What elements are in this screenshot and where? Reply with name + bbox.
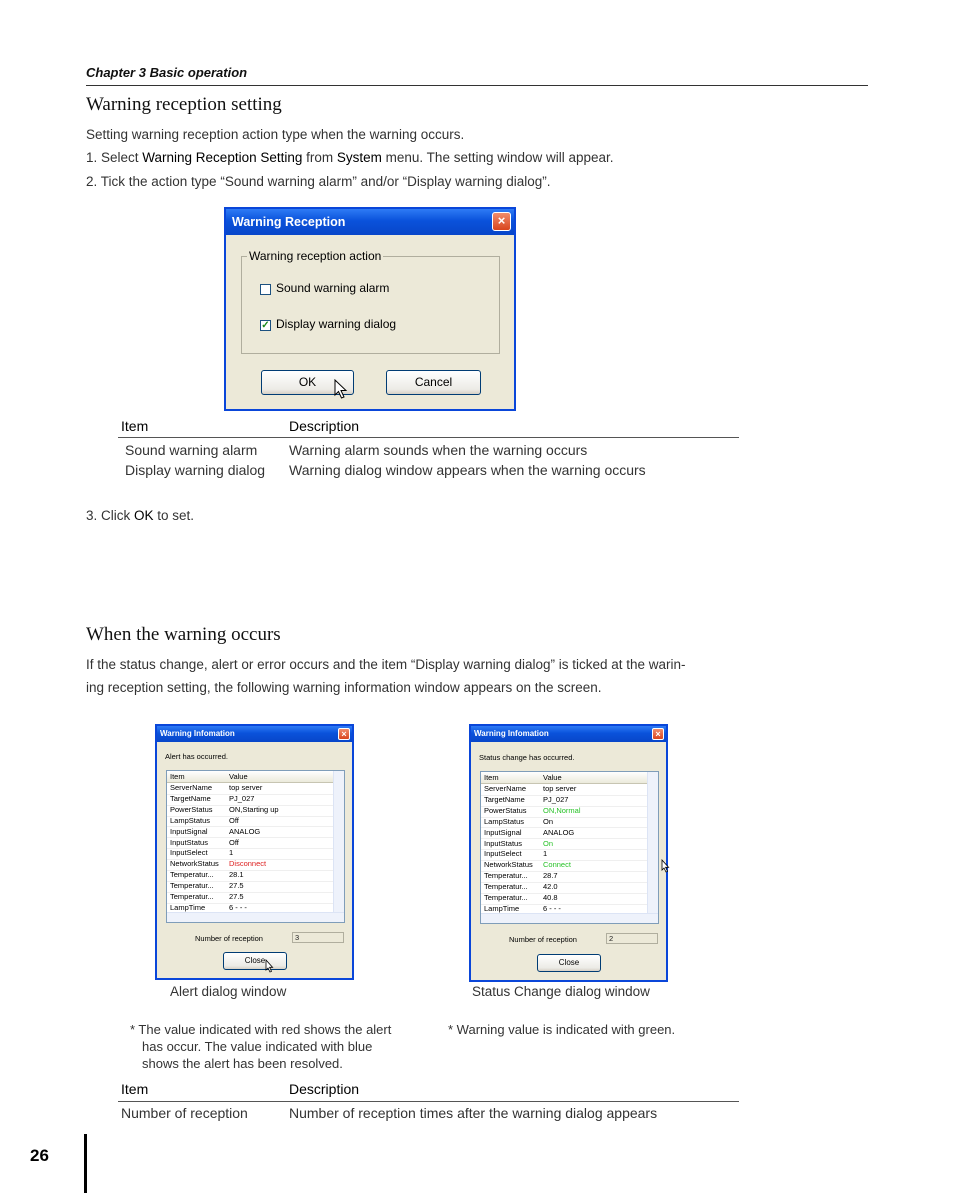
list-cell-item: TargetName [170, 793, 211, 803]
list-cell-value: 6 - - - [229, 902, 247, 912]
step-1-suffix: menu. The setting window will appear. [381, 150, 614, 165]
sound-alarm-label: Sound warning alarm [276, 281, 390, 295]
list-cell-value: Disconnect [229, 859, 267, 869]
header-rule [86, 85, 868, 86]
step-1-menu-item: Warning Reception Setting [142, 150, 303, 165]
dialog-titlebar [226, 209, 514, 235]
dialog-title: Warning Reception [232, 215, 346, 229]
list-cell-item: InputSelect [484, 849, 522, 859]
list-cell-value: ANALOG [543, 827, 575, 837]
cursor-icon [661, 859, 670, 873]
alert-vscroll[interactable] [333, 771, 344, 922]
status-caption: Status Change dialog window [472, 984, 650, 999]
note-right: * Warning value is indicated with green. [448, 1022, 676, 1037]
list-cell-item: ServerName [170, 783, 213, 792]
alert-list-header [167, 771, 344, 783]
alert-reception-label: Number of reception [195, 934, 263, 943]
list-cell-item: Temperatur... [484, 871, 528, 881]
section2-paragraph-line1: If the status change, alert or error occurs and the item “Display warning dialog” is ticked at the warin- [86, 657, 686, 672]
page-number: 26 [30, 1146, 49, 1165]
status-change-window [469, 724, 668, 982]
status-close-button[interactable]: Close [537, 954, 601, 972]
warning-reception-dialog [224, 207, 516, 411]
close-icon[interactable]: × [652, 728, 664, 740]
status-vscroll[interactable] [647, 772, 658, 923]
list-cell-item: NetworkStatus [170, 859, 219, 869]
table1-row1-item: Sound warning alarm [125, 442, 258, 458]
list-cell-value: Off [229, 837, 239, 847]
step-1-prefix: 1. Select [86, 150, 143, 165]
alert-info-window [155, 724, 354, 980]
intro-text: Setting warning reception action type when the warning occurs. [86, 127, 465, 142]
status-listview[interactable] [480, 771, 659, 924]
table1-rule [118, 437, 739, 438]
list-cell-item: PowerStatus [170, 804, 213, 814]
alert-hscroll[interactable] [167, 912, 344, 922]
chapter-heading: Chapter 3 Basic operation [86, 65, 248, 80]
section-title-warning-reception: Warning reception setting [86, 94, 282, 115]
alert-caption: Alert dialog window [170, 984, 287, 999]
list-cell-item: LampTime [484, 903, 520, 913]
status-title: Warning Infomation [474, 729, 549, 738]
display-dialog-checkbox[interactable]: ✓ [261, 320, 270, 331]
section-title-when-warning: When the warning occurs [86, 624, 281, 645]
step-3-ok: OK [134, 508, 154, 523]
list-cell-item: ServerName [484, 784, 527, 793]
list-cell-value: 28.1 [229, 870, 244, 880]
list-cell-item: InputStatus [484, 838, 522, 848]
step-1-menu: System [336, 150, 382, 165]
cursor-icon [334, 379, 348, 400]
list-cell-value: Off [229, 815, 239, 825]
ok-button[interactable]: OK [261, 370, 354, 395]
list-cell-item: Temperatur... [484, 882, 528, 892]
list-cell-value: 27.5 [229, 881, 244, 891]
alert-titlebar [157, 726, 352, 742]
list-cell-item: InputStatus [170, 837, 208, 847]
alert-close-button[interactable]: Close [223, 952, 287, 970]
list-cell-value: On [543, 816, 554, 826]
list-cell-item: Temperatur... [170, 892, 214, 901]
step-3 [86, 508, 194, 523]
list-cell-value: PJ_027 [543, 794, 569, 804]
close-icon[interactable]: × [338, 728, 350, 740]
list-cell-value: 42.0 [543, 882, 558, 892]
cancel-button[interactable]: Cancel [386, 370, 481, 395]
status-col-value: Value [543, 773, 562, 782]
group-label: Warning reception action [249, 249, 382, 263]
list-cell-value: top server [229, 783, 263, 792]
table2-header-item: Item [121, 1081, 149, 1097]
list-cell-value: top server [543, 784, 577, 793]
reception-action-group [241, 256, 500, 354]
list-cell-value: 27.5 [229, 892, 244, 901]
list-cell-item: InputSignal [170, 826, 208, 836]
list-cell-value: 1 [229, 848, 234, 858]
list-cell-value: 28.7 [543, 871, 558, 881]
table1-header-item: Item [121, 418, 149, 434]
list-cell-item: LampStatus [170, 815, 211, 825]
status-reception-label: Number of reception [509, 935, 577, 944]
display-dialog-label: Display warning dialog [276, 317, 397, 331]
list-cell-value: 1 [543, 849, 548, 859]
alert-message: Alert has occurred. [165, 752, 228, 761]
list-cell-value: ON,Starting up [229, 804, 279, 814]
note-left: * The value indicated with red shows the alert has occur. The value indicated with blue shows the alert has been resolved. [130, 1022, 392, 1071]
list-cell-value: On [543, 838, 554, 848]
list-cell-item: InputSignal [484, 827, 522, 837]
list-cell-value: 40.8 [543, 893, 558, 902]
alert-reception-field: 3 [292, 932, 344, 943]
page-margin-bar [84, 1134, 87, 1193]
status-reception-field: 2 [606, 933, 658, 944]
table2-row1-item: Number of reception [121, 1105, 248, 1121]
list-cell-item: Temperatur... [170, 881, 214, 891]
table1-row2-item: Display warning dialog [125, 462, 266, 478]
step-3-suffix: to set. [153, 508, 195, 523]
status-hscroll[interactable] [481, 913, 658, 923]
table2-rule [118, 1101, 739, 1102]
list-cell-item: Temperatur... [170, 870, 214, 880]
list-cell-value: ANALOG [229, 826, 261, 836]
step-2: 2. Tick the action type “Sound warning alarm” and/or “Display warning dialog”. [86, 174, 551, 189]
status-titlebar [471, 726, 666, 742]
list-cell-item: NetworkStatus [484, 860, 533, 870]
list-cell-item: Temperatur... [484, 893, 528, 902]
status-col-item: Item [484, 773, 499, 782]
list-cell-item: PowerStatus [484, 805, 527, 815]
alert-col-value: Value [229, 772, 248, 781]
status-list-header [481, 772, 658, 784]
close-icon[interactable]: × [492, 212, 511, 231]
status-message: Status change has occurred. [479, 753, 575, 762]
list-cell-item: TargetName [484, 794, 525, 804]
table1-row1-desc: Warning alarm sounds when the warning occurs [289, 442, 588, 458]
list-cell-item: InputSelect [170, 848, 208, 858]
alert-col-item: Item [170, 772, 185, 781]
sound-alarm-checkbox[interactable] [260, 284, 271, 295]
table1-header-description: Description [289, 418, 360, 434]
step-1 [86, 150, 614, 165]
list-cell-item: LampTime [170, 902, 206, 912]
list-cell-item: LampStatus [484, 816, 525, 826]
step-1-mid: from [302, 150, 337, 165]
list-cell-value: Connect [543, 860, 571, 870]
alert-title: Warning Infomation [160, 729, 235, 738]
list-cell-value: 6 - - - [543, 903, 561, 913]
table1-row2-desc: Warning dialog window appears when the warning occurs [289, 462, 646, 478]
list-cell-value: PJ_027 [229, 793, 255, 803]
alert-listview[interactable] [166, 770, 345, 923]
step-3-prefix: 3. Click [86, 508, 135, 523]
list-cell-value: ON,Normal [543, 805, 581, 815]
section2-paragraph-line2: ing reception setting, the following warning information window appears on the screen. [86, 680, 602, 695]
cursor-icon [265, 959, 274, 973]
table2-header-description: Description [289, 1081, 360, 1097]
table2-row1-desc: Number of reception times after the warning dialog appears [289, 1105, 658, 1121]
